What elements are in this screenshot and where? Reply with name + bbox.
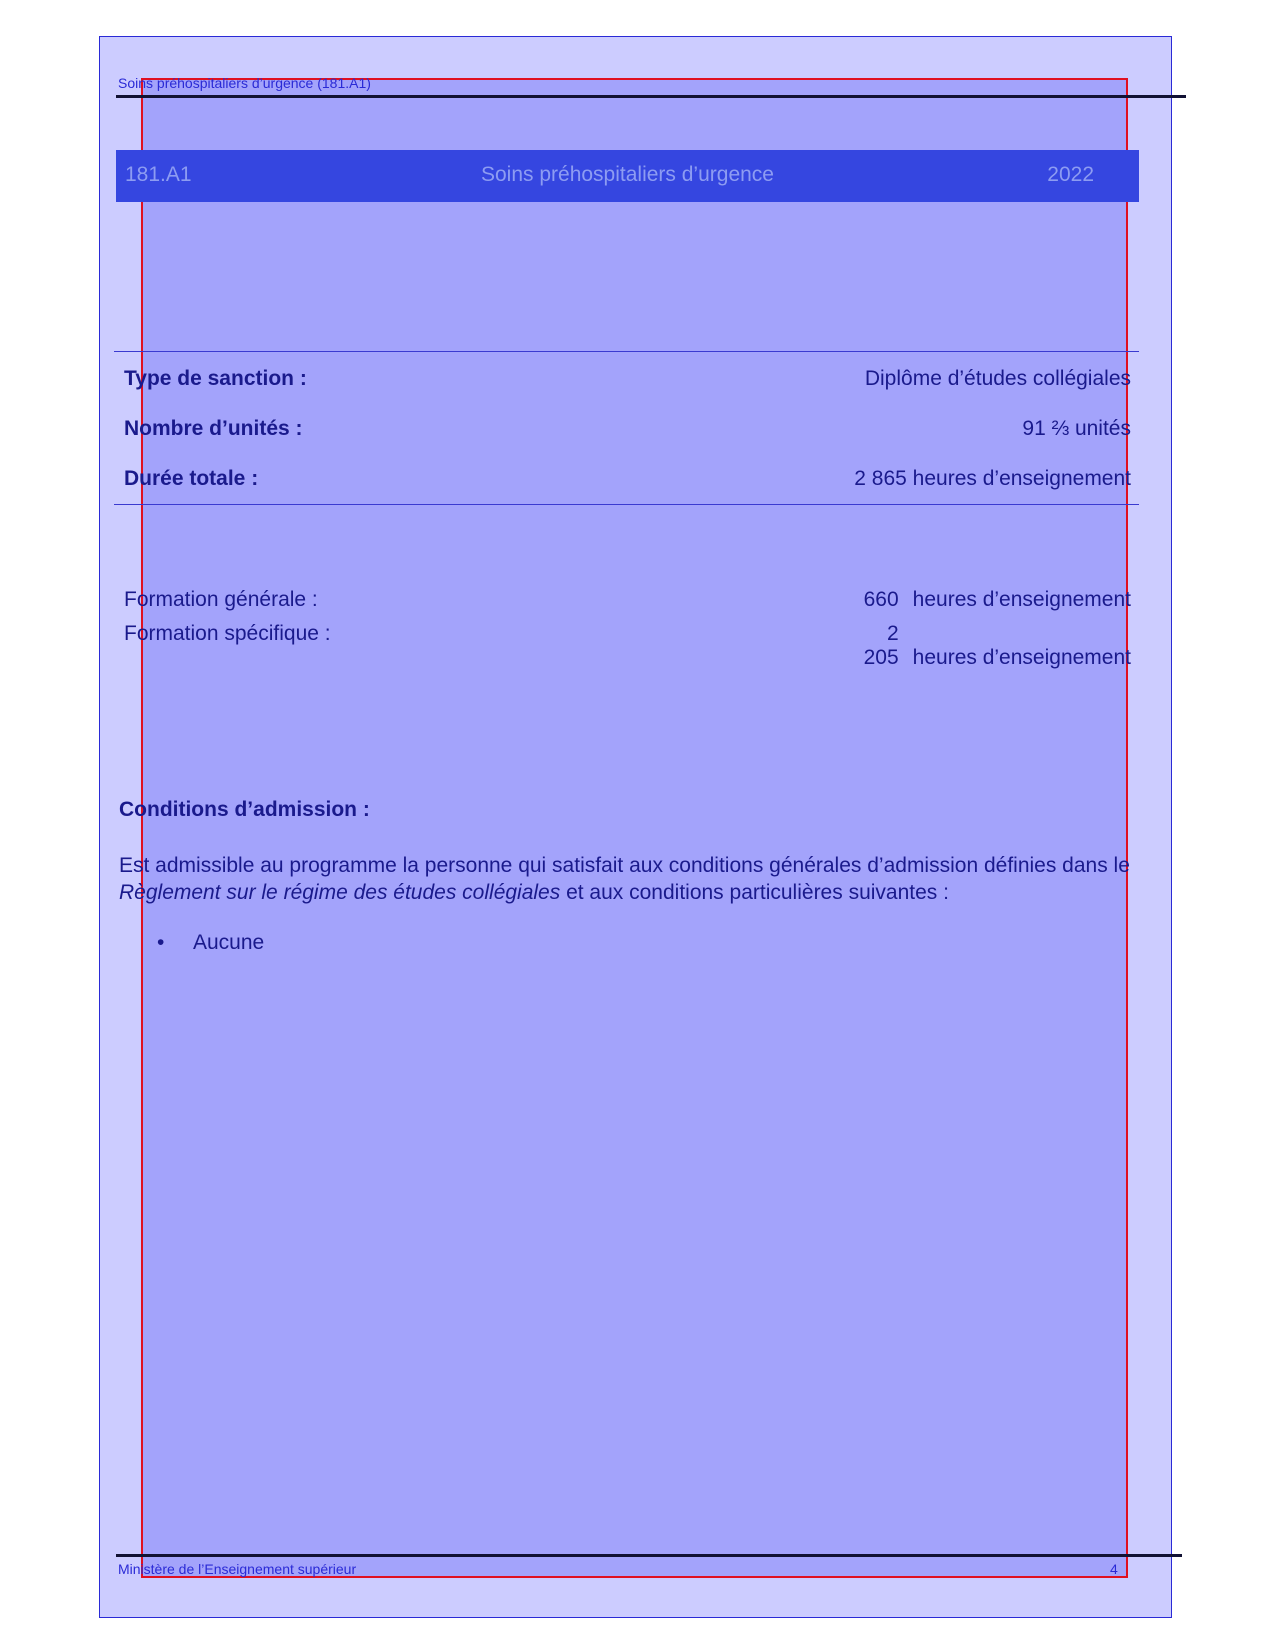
header-rule xyxy=(116,95,1186,98)
admission-regulation-title: Règlement sur le régime des études collégiales xyxy=(119,881,561,904)
hours-row-specific xyxy=(124,622,1131,670)
summary-value: 91 ⅔ unités xyxy=(1022,417,1131,440)
bullet-text: Aucune xyxy=(193,931,265,954)
hours-unit: heures d’enseignement xyxy=(912,588,1131,611)
hours-row-general xyxy=(124,588,1131,612)
summary-label: Durée totale : xyxy=(124,467,259,490)
banner-year: 2022 xyxy=(1047,163,1094,186)
bullet-marker: • xyxy=(157,931,165,954)
page-number: 4 xyxy=(1110,1561,1118,1577)
footer-ministry: Ministère de l’Enseignement supérieur xyxy=(118,1561,357,1577)
summary-row-units xyxy=(124,417,1131,441)
hours-label: Formation spécifique : xyxy=(124,622,331,645)
admission-text-before: Est admissible au programme la personne qui satisfait aux conditions générales d’admission définies dans le xyxy=(119,854,1130,877)
admission-text-after: et aux conditions particulières suivantes : xyxy=(560,881,949,904)
content-area xyxy=(141,78,1128,1578)
program-banner xyxy=(116,150,1139,202)
summary-row-sanction xyxy=(124,367,1131,391)
summary-top-rule xyxy=(114,351,1139,352)
hours-unit: heures d’enseignement xyxy=(912,646,1131,669)
admission-title: Conditions d’admission : xyxy=(119,798,370,821)
summary-value: 2 865 heures d’enseignement xyxy=(854,467,1131,490)
footer-rule xyxy=(116,1554,1182,1557)
banner-title: Soins préhospitaliers d’urgence xyxy=(480,163,774,186)
summary-bottom-rule xyxy=(114,504,1139,505)
admission-bullet xyxy=(157,931,264,955)
summary-label: Nombre d’unités : xyxy=(124,417,303,440)
summary-label: Type de sanction : xyxy=(124,367,307,390)
running-header: Soins préhospitaliers d’urgence (181.A1) xyxy=(118,75,371,91)
banner-code: 181.A1 xyxy=(125,163,192,186)
hours-amount: 660 xyxy=(863,588,899,611)
admission-paragraph xyxy=(119,852,1184,906)
hours-amount: 2 205 xyxy=(863,622,899,669)
hours-label: Formation générale : xyxy=(124,588,318,611)
summary-value: Diplôme d’études collégiales xyxy=(864,367,1131,390)
summary-row-duration xyxy=(124,467,1131,491)
